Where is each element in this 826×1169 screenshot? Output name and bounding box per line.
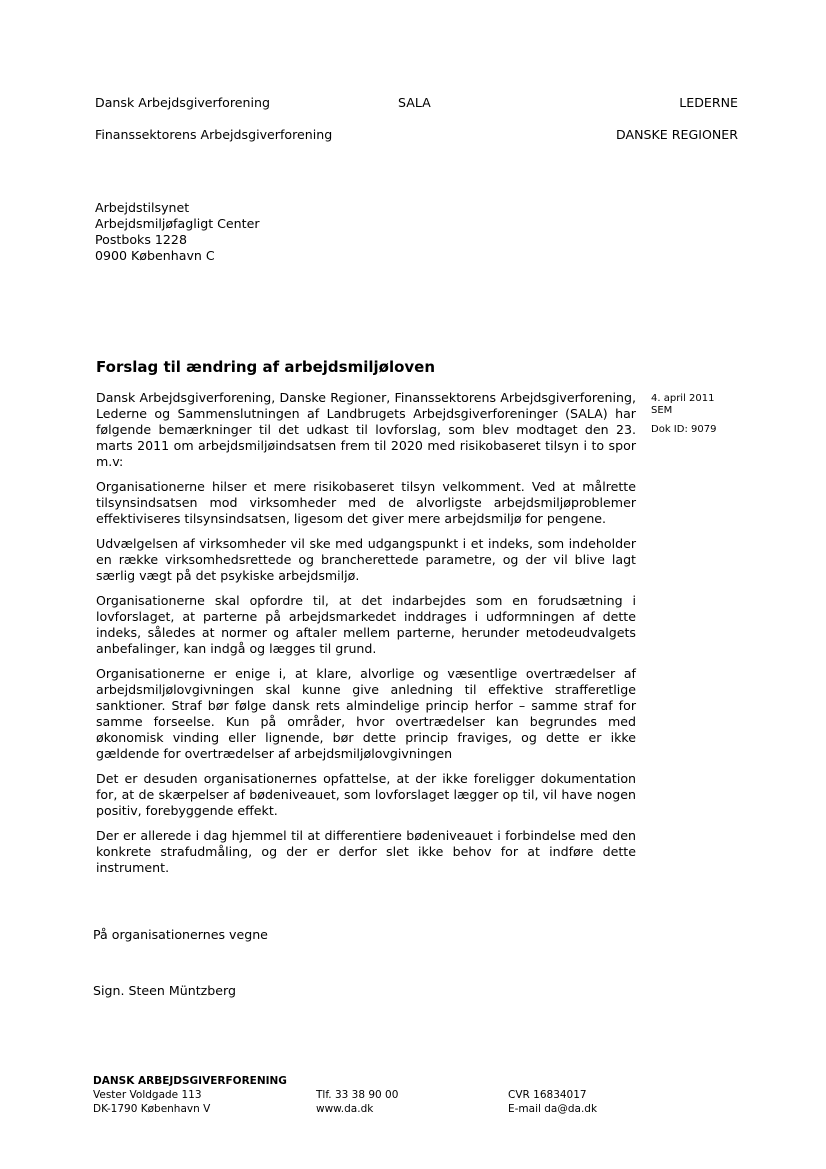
footer-email: E-mail da@da.dk — [508, 1103, 598, 1115]
header-org-da: Dansk Arbejdsgiverforening — [95, 95, 270, 110]
letter-paragraph: Dansk Arbejdsgiverforening, Danske Regioner, Finanssektorens Arbejdsgiverforening, Lederne og Sammenslutningen af Landbrugets Arbejdsgiverforeninger (SALA) har følgende bemærkninger til det udkast til lovforslag, som blev modtaget den 23. marts 2011 om arbejdsmiljøindsatsen frem til 2020 med risikobaseret tilsyn i to spor m.v: — [96, 390, 636, 469]
letter-paragraph: Det er desuden organisationernes opfattelse, at der ikke foreligger dokumentation for, at de skærpelser af bødeniveauet, som lovforslaget lægger op til, vil have nogen positiv, forebyggende effekt. — [96, 771, 636, 818]
letter-paragraph: Der er allerede i dag hjemmel til at differentiere bødeniveauet i forbindelse med den konkrete strafudmåling, og der er derfor slet ikke behov for at indføre dette instrument. — [96, 828, 636, 875]
letter-body — [96, 390, 636, 885]
footer-phone: Tlf. 33 38 90 00 — [316, 1089, 399, 1101]
letter-initials: SEM — [651, 405, 673, 416]
recipient-line: Postboks 1228 — [95, 232, 187, 247]
footer-cvr: CVR 16834017 — [508, 1089, 587, 1101]
closing-on-behalf: På organisationernes vegne — [93, 927, 268, 942]
header-org-finans: Finanssektorens Arbejdsgiverforening — [95, 127, 333, 142]
letter-paragraph: Organisationerne skal opfordre til, at det indarbejdes som en forudsætning i lovforslaget, at parterne på arbejdsmarkedet inddrages i udformningen af dette indeks, således at normer og aftaler mellem parterne, herunder metodeudvalgets anbefalinger, kan indgå og lægges til grund. — [96, 593, 636, 656]
recipient-line: Arbejdstilsynet — [95, 200, 190, 215]
letter-title: Forslag til ændring af arbejdsmiljøloven — [96, 358, 436, 376]
letter-paragraph: Organisationerne hilser et mere risikobaseret tilsyn velkomment. Ved at målrette tilsynsindsatsen mod virksomheder med de alvorligste arbejdsmiljøproblemer effektiviseres tilsynsindsatsen, ligesom det giver mere arbejdsmiljø for pengene. — [96, 479, 636, 526]
recipient-address — [95, 200, 260, 264]
footer-city: DK-1790 København V — [93, 1103, 211, 1115]
footer-org-name: DANSK ARBEJDSGIVERFORENING — [93, 1075, 287, 1087]
letter-paragraph: Organisationerne er enige i, at klare, alvorlige og væsentlige overtrædelser af arbejdsmiljølovgivningen skal kunne give anledning til effektive strafferetlige sanktioner. Straf bør følge dansk rets almindelige princip herfor – samme straf for samme forseelse. Kun på områder, hvor overtrædelser kan begrundes med økonomisk vinding eller lignende, bør dette princip fraviges, og dette er ikke gældende for overtrædelser af arbejdsmiljølovgivningen — [96, 666, 636, 761]
header-org-sala: SALA — [398, 95, 431, 110]
footer-web: www.da.dk — [316, 1103, 374, 1115]
signature: Sign. Steen Müntzberg — [93, 983, 236, 998]
header-org-lederne: LEDERNE — [679, 95, 738, 110]
recipient-line: 0900 København C — [95, 248, 215, 263]
header-org-regioner: DANSKE REGIONER — [616, 127, 738, 142]
letter-meta — [651, 393, 716, 436]
doc-id: Dok ID: 9079 — [651, 424, 717, 435]
letter-date: 4. april 2011 — [651, 393, 715, 404]
recipient-line: Arbejdsmiljøfagligt Center — [95, 216, 260, 231]
letter-paragraph: Udvælgelsen af virksomheder vil ske med udgangspunkt i et indeks, som indeholder en række virksomhedsrettede og brancherettede parametre, og der vil blive lagt særlig vægt på det psykiske arbejdsmiljø. — [96, 536, 636, 583]
footer-street: Vester Voldgade 113 — [93, 1089, 202, 1101]
